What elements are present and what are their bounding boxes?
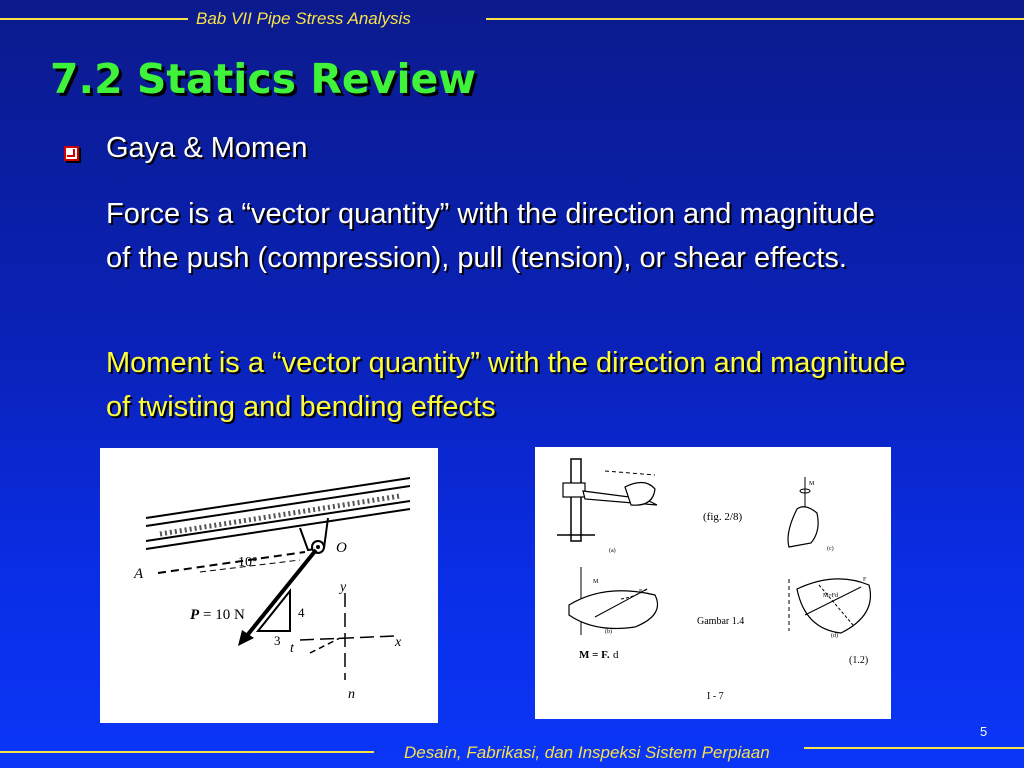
- equation-number: (1.2): [849, 655, 869, 666]
- figure-caption: Gambar 1.4: [697, 616, 745, 627]
- bullet-heading: Gaya & Momen: [106, 132, 308, 164]
- header-title: Bab VII Pipe Stress Analysis: [196, 9, 411, 28]
- label-side-3: 3: [274, 633, 281, 648]
- header-rule-left: [0, 18, 188, 20]
- sub-label-a: (a): [609, 548, 616, 554]
- fig-label: (fig. 2/8): [703, 511, 743, 523]
- label-axis-t: t: [290, 641, 294, 656]
- label-f-b: F: [639, 589, 643, 595]
- label-f-d: F: [863, 577, 867, 583]
- label-a: A: [134, 566, 144, 582]
- page-number: 5: [980, 724, 988, 739]
- header-rule-right: [486, 18, 1024, 20]
- moment-paragraph: Moment is a “vector quantity” with the direction and magnitude of twisting and bending effects: [106, 347, 906, 423]
- label-m-b: M: [593, 579, 599, 585]
- footer-rule-left: [0, 751, 374, 753]
- force-paragraph: Force is a “vector quantity” with the direction and magnitude of the push (compression), pull (tension), or shear effects.: [106, 198, 875, 274]
- label-o: O: [336, 540, 347, 556]
- slide-title: 7.2 Statics Review: [50, 55, 477, 103]
- label-angle: 10°: [238, 555, 258, 570]
- footer-rule-right: [804, 747, 1024, 749]
- label-axis-n: n: [348, 687, 355, 702]
- formula-d: d: [613, 649, 619, 661]
- sub-label-b: (b): [605, 629, 612, 635]
- footer-text: Desain, Fabrikasi, dan Inspeksi Sistem Perpiaan: [404, 743, 770, 762]
- label-force-eq: = 10 N: [203, 607, 245, 623]
- label-force-p: P: [190, 607, 200, 623]
- page-reference: I - 7: [707, 691, 724, 702]
- label-m-top: M: [809, 481, 815, 487]
- label-axis-y: y: [340, 580, 347, 595]
- label-axis-x: x: [395, 635, 402, 650]
- label-mfd: M=Fd: [823, 593, 839, 599]
- moment-diagram-svg: [535, 447, 891, 719]
- sub-label-c: (c): [827, 546, 834, 552]
- moment-diagram-image: [535, 447, 891, 719]
- force-diagram-svg: [100, 448, 438, 723]
- force-diagram-image: [100, 448, 438, 723]
- formula-m: M = F.: [579, 649, 610, 661]
- sub-label-d: (d): [831, 633, 838, 639]
- checkbox-bullet-icon: [64, 146, 79, 161]
- label-side-4: 4: [298, 605, 305, 620]
